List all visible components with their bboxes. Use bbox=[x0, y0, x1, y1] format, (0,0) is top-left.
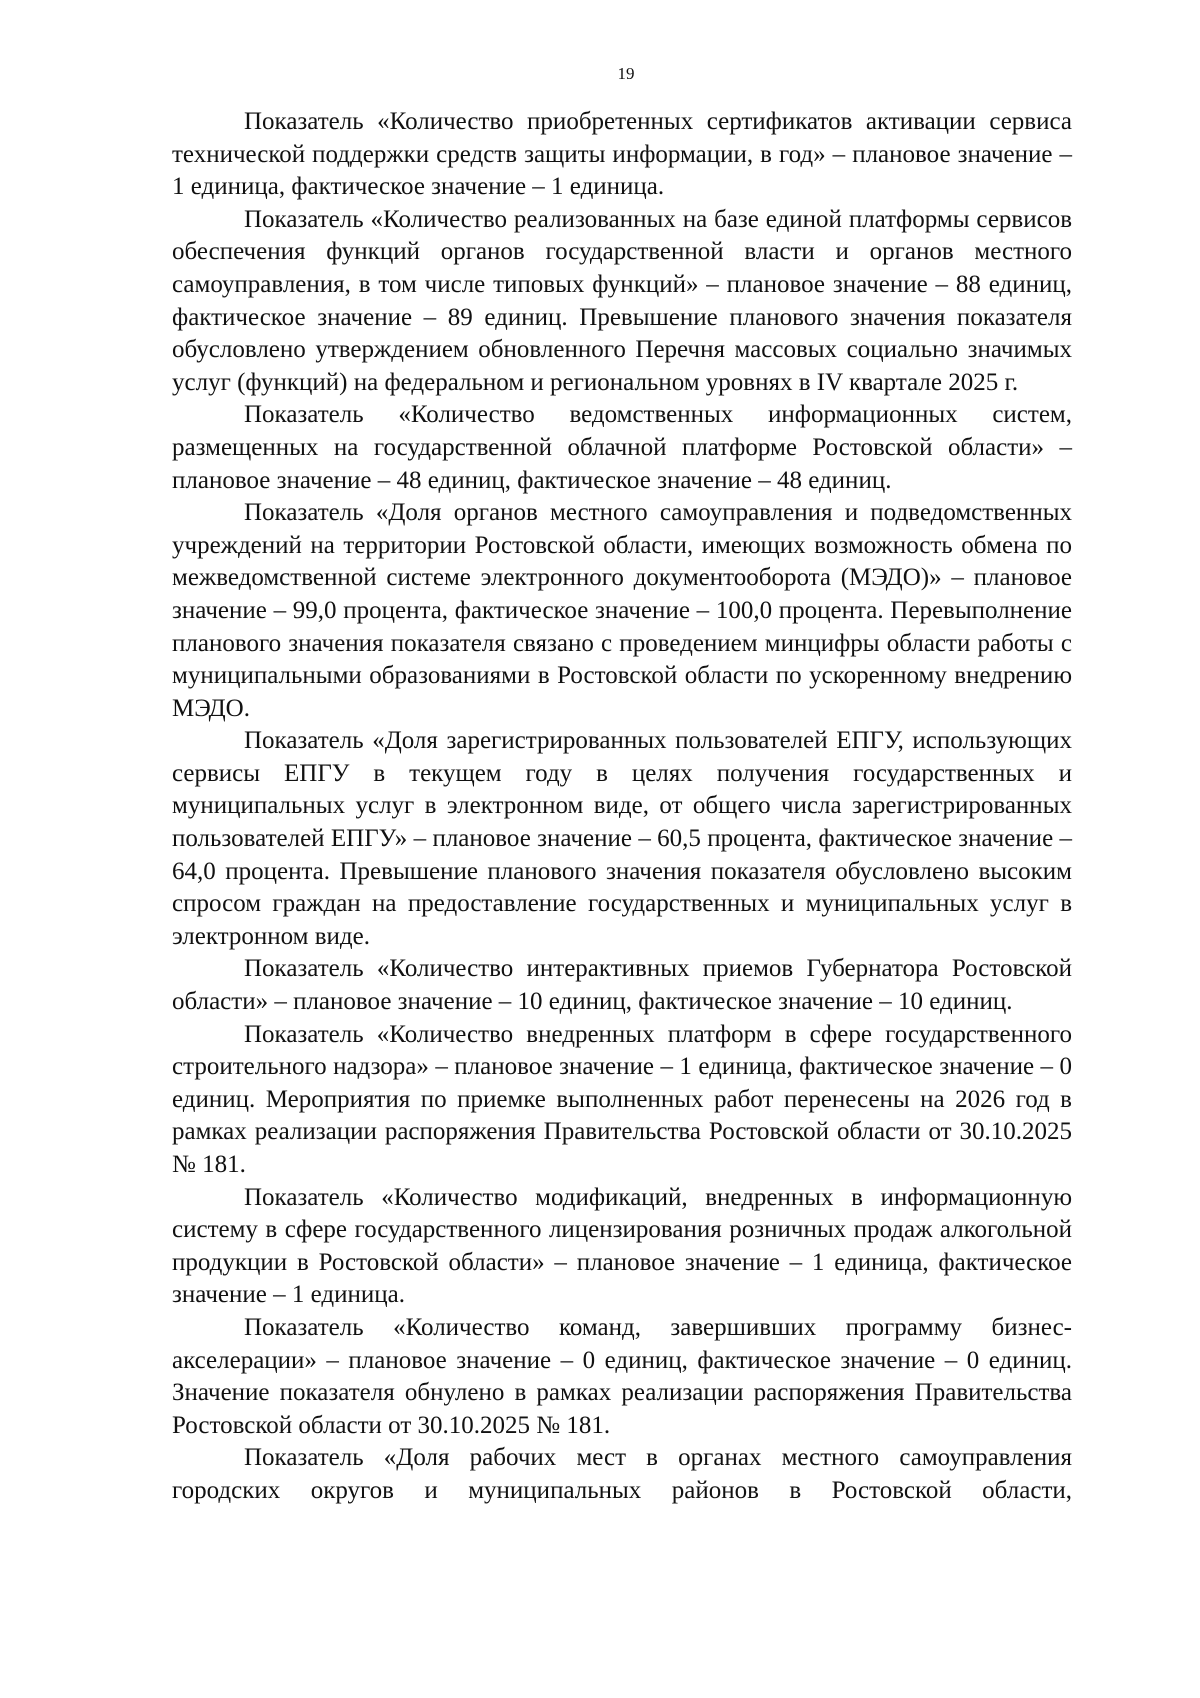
paragraph-construction-platforms: Показатель «Количество внедренных платформ в сфере государственного строительного надзора» – плановое значение – 1 единица, фактическое значение – 0 единиц. Мероприятия по приемке выполненных работ перенесены на 2026 год в рамках реализации распоряжения Правительства Ростовской области от 30.10.2025 № 181. bbox=[172, 1020, 1072, 1178]
paragraph-platform-services: Показатель «Количество реализованных на базе единой платформы сервисов обеспечения функций органов государственной власти и органов местного самоуправления, в том числе типовых функций» – плановое значение – 88 единиц, фактическое значение – 89 единиц. Превышение планового значения показателя обусловлено утверждением обновленного Перечня массовых социально значимых услуг (функций) на федеральном и региональном уровнях в IV квартале 2025 г. bbox=[172, 205, 1072, 396]
paragraph-governor-receptions: Показатель «Количество интерактивных приемов Губернатора Ростовской области» – плановое значение – 10 единиц, фактическое значение – 10 единиц. bbox=[172, 955, 1072, 1016]
paragraph-medo-share: Показатель «Доля органов местного самоуправления и подведомственных учреждений на территории Ростовской области, имеющих возможность обмена по межведомственной системе электронного документооборота (МЭДО)» – плановое значение – 99,0 процента, фактическое значение – 100,0 процента. Перевыполнение планового значения показателя связано с проведением минцифры области работы с муниципальными образованиями в Ростовской области по ускоренному внедрению МЭДО. bbox=[172, 499, 1072, 722]
page-number: 19 bbox=[617, 64, 635, 83]
paragraph-epgu-users: Показатель «Доля зарегистрированных пользователей ЕПГУ, использующих сервисы ЕПГУ в текущем году в целях получения государственных и муниципальных услуг в электронном виде, от общего числа зарегистрированных пользователей ЕПГУ» – плановое значение – 60,5 процента, фактическое значение – 64,0 процента. Превышение планового значения показателя обусловлено высоким спросом граждан на предоставление государственных и муниципальных услуг в электронном виде. bbox=[172, 727, 1072, 950]
paragraph-workplaces-share: Показатель «Доля рабочих мест в органах местного самоуправления городских округов и муниципальных районов в Ростовской области, bbox=[172, 1444, 1072, 1504]
paragraph-business-acceleration: Показатель «Количество команд, завершивших программу бизнес-акселерации» – плановое значение – 0 единиц, фактическое значение – 0 единиц. Значение показателя обнулено в рамках реализации распоряжения Правительства Ростовской области от 30.10.2025 № 181. bbox=[172, 1313, 1072, 1439]
paragraph-certificates: Показатель «Количество приобретенных сертификатов активации сервиса технической поддержки средств защиты информации, в год» – плановое значение – 1 единица, фактическое значение – 1 единица. bbox=[172, 108, 1072, 201]
paragraph-cloud-systems: Показатель «Количество ведомственных информационных систем, размещенных на государственной облачной платформе Ростовской области» – плановое значение – 48 единиц, фактическое значение – 48 единиц. bbox=[172, 401, 1072, 494]
paragraph-licensing-modifications: Показатель «Количество модификаций, внедренных в информационную систему в сфере государственного лицензирования розничных продаж алкогольной продукции в Ростовской области» – плановое значение – 1 единица, фактическое значение – 1 единица. bbox=[172, 1183, 1072, 1309]
